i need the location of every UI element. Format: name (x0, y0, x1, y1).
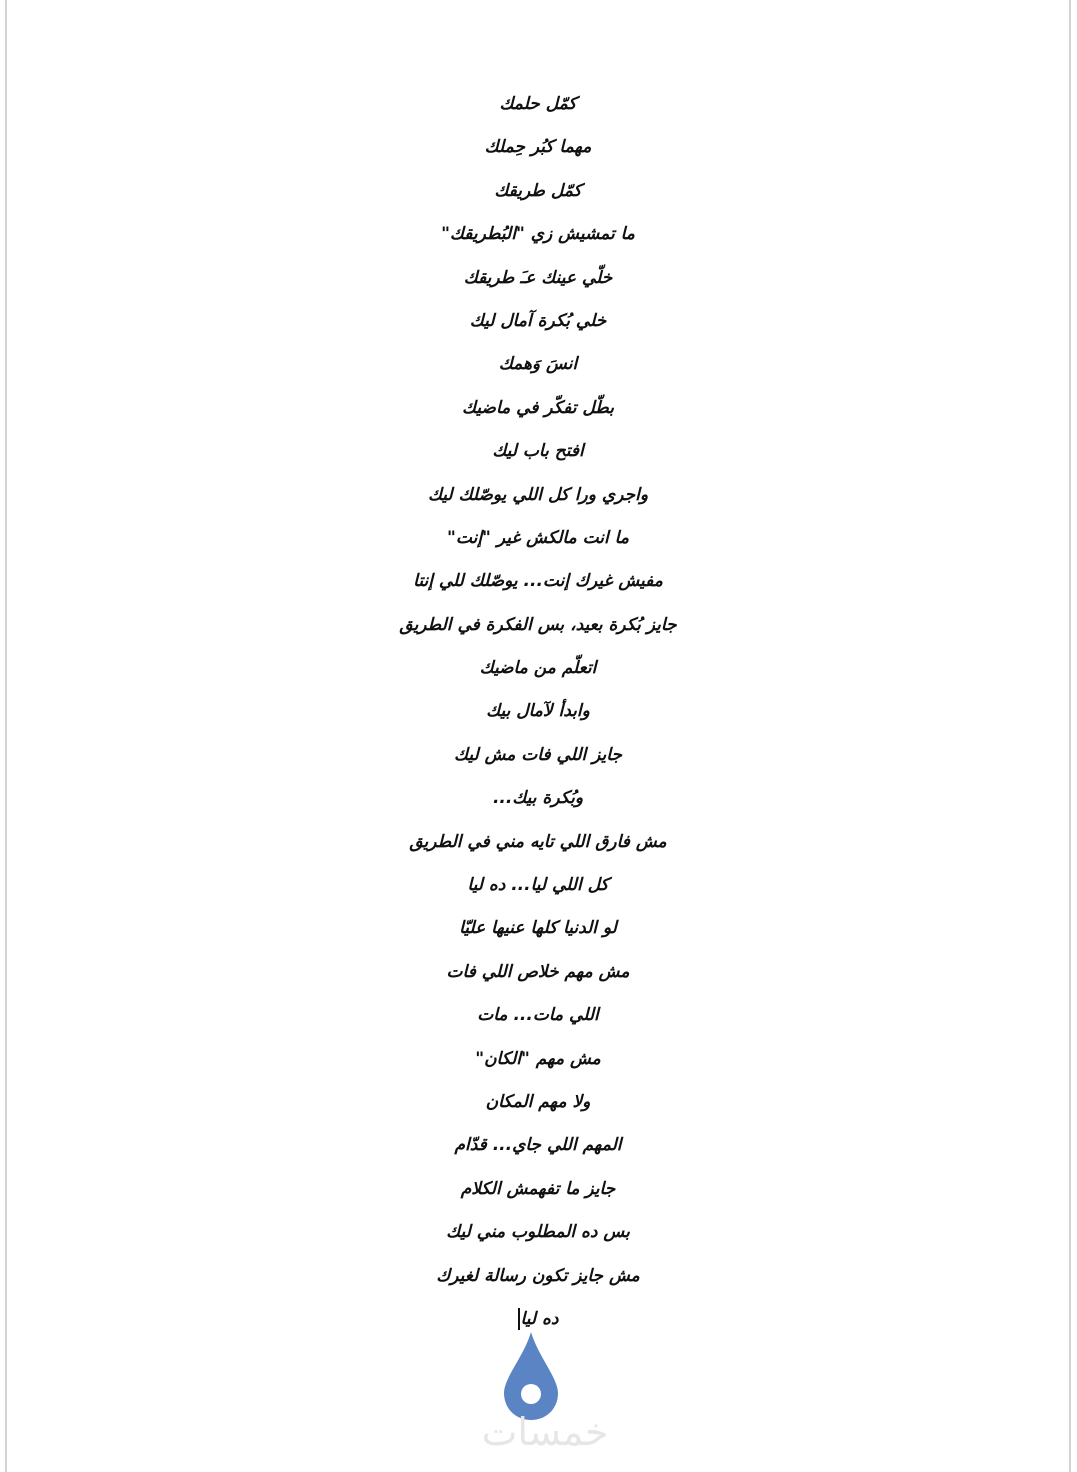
poem-line: مهما كبُر حِملك (484, 137, 592, 158)
poem-text (7, 84, 1069, 1342)
text-cursor (518, 1308, 520, 1330)
poem-line: انسَ وَهمك (498, 354, 578, 375)
poem-line: ما انت مالكش غير "إنت" (447, 527, 629, 548)
poem-line: كمّل طريقك (494, 180, 582, 201)
poem-line: جايز اللي فات مش ليك (454, 744, 622, 765)
poem-line: اتعلّم من ماضيك (479, 658, 597, 679)
poem-line: مش مهم خلاص اللي فات (446, 961, 630, 982)
poem-line: مفيش غيرك إنت... يوصّلك للي إنتا (413, 571, 663, 592)
poem-line: مش مهم "الكان" (475, 1048, 601, 1069)
poem-line: افتح باب ليك (492, 441, 584, 462)
poem-line: جايز ما تفهمش الكلام (460, 1178, 616, 1199)
document-page (5, 0, 1071, 1472)
poem-line: خلي بُكرة آمال ليك (469, 310, 607, 331)
poem-line: خلّي عينك عـَ طريقك (463, 267, 613, 288)
poem-line: بس ده المطلوب مني ليك (446, 1222, 630, 1243)
poem-line: ما تمشيش زي "البُطريقك" (441, 224, 635, 245)
poem-line: وبُكرة بيك... (492, 788, 584, 809)
poem-line: المهم اللي جاي... قدّام (454, 1135, 622, 1156)
poem-line: كل اللي ليا... ده ليا (467, 875, 609, 896)
poem-line: لو الدنيا كلها عنيها عليّا (459, 918, 617, 939)
poem-line: وابدأ لآمال بيك (486, 701, 590, 722)
watermark-text: خمسات (481, 1410, 609, 1454)
poem-line: جايز بُكرة بعيد، بس الفكرة في الطريق (399, 614, 677, 635)
poem-line: مش جايز تكون رسالة لغيرك (436, 1265, 640, 1286)
poem-line: مش فارق اللي تايه مني في الطريق (409, 831, 667, 852)
poem-line: ولا مهم المكان (485, 1091, 591, 1112)
water-drop-icon (502, 1330, 560, 1422)
poem-line: بطّل تفكّر في ماضيك (462, 397, 614, 418)
poem-line: اللي مات... مات (477, 1005, 599, 1026)
poem-line: واجري ورا كل اللي يوصّلك ليك (427, 484, 649, 505)
watermark (475, 1330, 615, 1460)
poem-line-text: ده ليا (520, 1308, 559, 1329)
poem-line: كمّل حلمك (499, 94, 577, 114)
